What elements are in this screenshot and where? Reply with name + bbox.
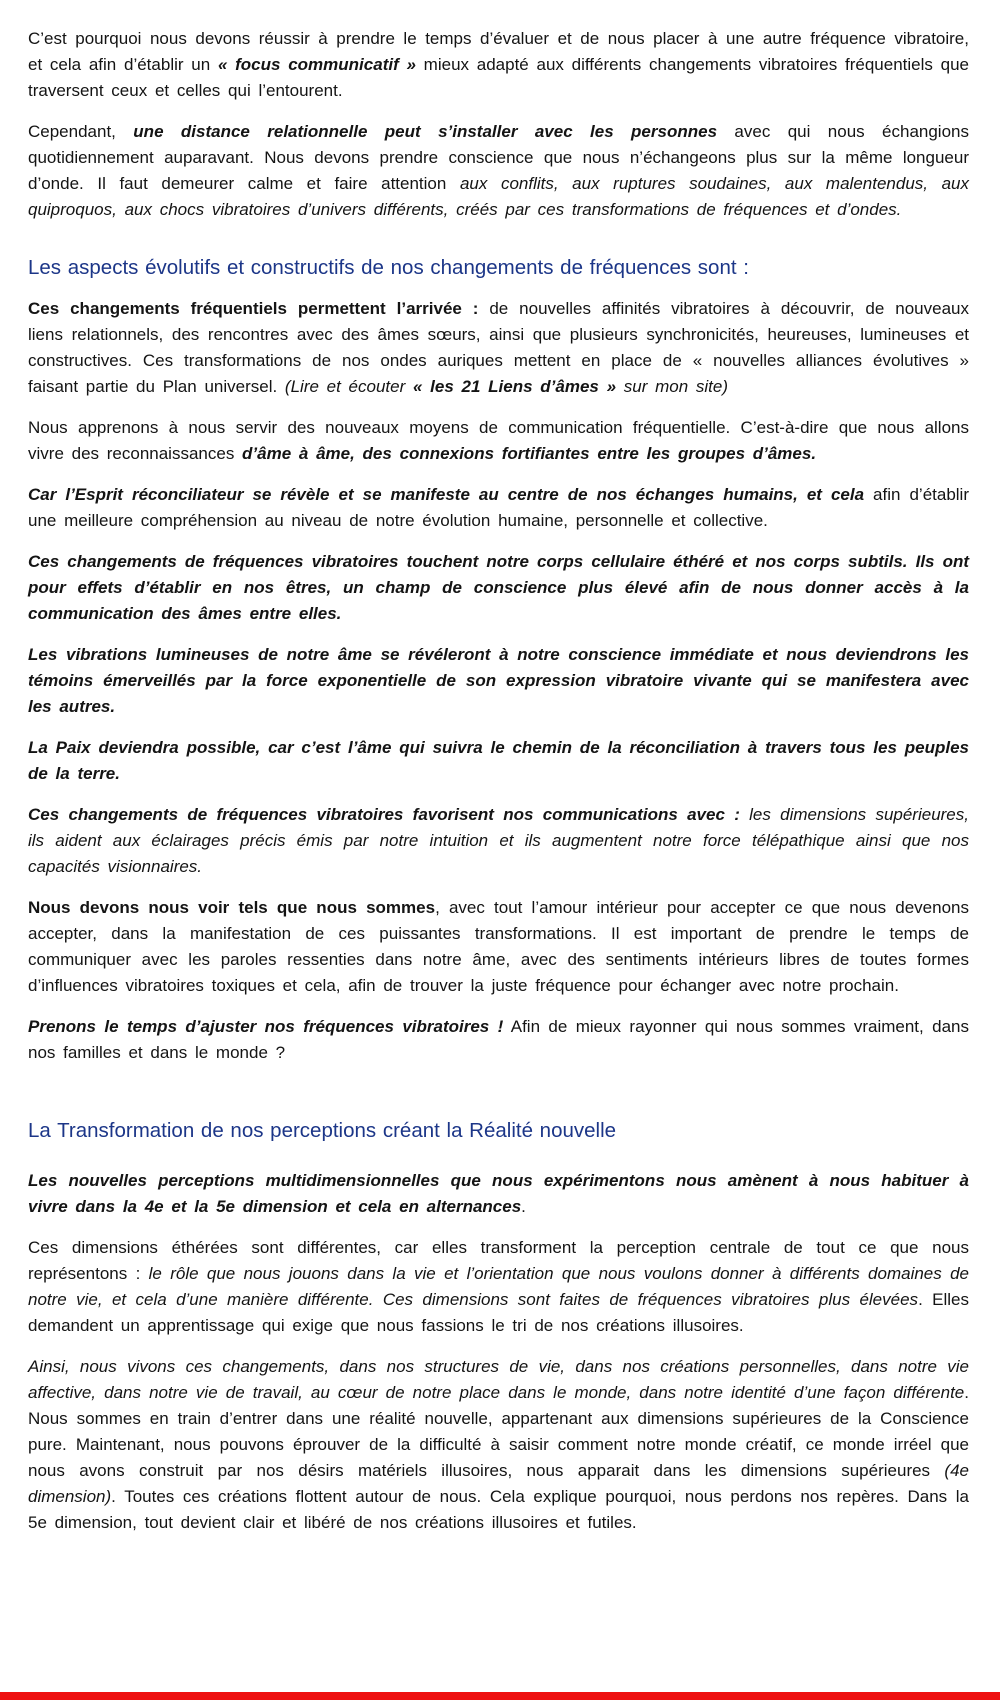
text-run: La Transformation de nos perceptions créant la Réalité nouvelle [28, 1119, 617, 1142]
text-run: Nous apprenons à nous servir des nouveaux moyens de communication fréquentielle. C’est-à-dire que nous allons vivre des reconnaissances [28, 418, 969, 463]
text-run: C’est pourquoi nous devons réussir à prendre le temps d’évaluer et de nous placer à une autre fréquence vibratoire, et cela afin d’établir un [28, 29, 969, 74]
text-run: . Toutes ces créations flottent autour de nous. Cela explique pourquoi, nous perdons nos repères. Dans la 5e dimension, tout devient clair et libéré de nos créations illusoires et futiles. [28, 1487, 969, 1532]
paragraph [28, 642, 969, 720]
paragraph [28, 26, 969, 104]
text-run: de nouvelles affinités vibratoires à découvrir, de nouveaux liens relationnels, des rencontres avec des âmes sœurs, ainsi que plusieurs synchronicités, heureuses, lumineuses et constructives. Ces transformations de nos ondes auriques mettent en place de « nouvelles alliances évolutives » faisant partie du Plan universel. [28, 299, 969, 396]
text-run: (Lire et écouter [284, 377, 413, 396]
paragraph [28, 895, 969, 999]
text-run: « les 21 Liens d’âmes » [412, 377, 617, 396]
text-run: Ces changements fréquentiels permettent l’arrivée : [28, 299, 479, 318]
text-run: sur mon site) [616, 377, 729, 396]
text-run: d’âme à âme, des connexions fortifiantes entre les groupes d’âmes. [242, 444, 817, 463]
text-run: avec qui nous échangions quotidiennement auparavant. Nous devons prendre conscience que nous n’échangeons plus sur la même longueur d’onde. Il faut demeurer calme et faire attention [28, 122, 969, 193]
paragraph [28, 1168, 969, 1220]
paragraph [28, 1354, 969, 1536]
paragraph [28, 482, 969, 534]
text-run: le rôle que nous jouons dans la vie et l’orientation que nous voulons donner à différents domaines de notre vie, et cela d’une manière différente. Ces dimensions sont faites de fréquences vibratoires plus élevées [28, 1264, 969, 1309]
paragraph [28, 1235, 969, 1339]
text-run: Les nouvelles perceptions multidimensionnelles que nous expérimentons nous amènent à nous habituer à vivre dans la 4e et la 5e dimension et cela en alternances [28, 1171, 969, 1216]
text-run: aux conflits, aux ruptures soudaines, aux malentendus, aux quiproquos, aux chocs vibratoires d’univers différents, créés par ces transformations de fréquences et d’ondes. [28, 174, 970, 219]
paragraph [28, 1014, 969, 1066]
paragraph [28, 296, 969, 400]
text-run: afin d’établir une meilleure compréhension au niveau de notre évolution humaine, personnelle et collective. [28, 485, 969, 530]
text-run: Ces changements de fréquences vibratoires touchent notre corps cellulaire éthéré et nos corps subtils. Ils ont pour effets d’établir en nos êtres, un champ de conscience plus élevé afin de nous donner accès à la communication des âmes entre elles. [28, 552, 969, 623]
text-run: les dimensions supérieures, ils aident aux éclairages précis émis par notre intuition et ils augmentent notre force télépathique ainsi que nos capacités visionnaires. [28, 805, 969, 876]
paragraph [28, 735, 969, 787]
red-divider-bar [0, 1692, 1000, 1700]
text-run: . Nous sommes en train d’entrer dans une réalité nouvelle, appartenant aux dimensions supérieures de la Conscience pure. Maintenant, nous pouvons éprouver de la difficulté à saisir comment notre monde créatif, ce monde irréel que nous avons construit par nos désirs matériels illusoires, nous apparait dans les dimensions supérieures [28, 1383, 969, 1480]
paragraph [28, 415, 969, 467]
text-run: mieux adapté aux différents changements vibratoires fréquentiels que traversent ceux et celles qui l’entourent. [28, 55, 969, 100]
section-heading [28, 255, 969, 281]
text-run: , avec tout l’amour intérieur pour accepter ce que nous devenons accepter, dans la manifestation de ces puissantes transformations. Il est important de prendre le temps de communiquer avec les paroles ressenties dans notre âme, avec des sentiments intérieurs libres de toutes formes d’influences vibratoires toxiques et cela, afin de trouver la juste fréquence pour échanger avec notre prochain. [28, 898, 969, 995]
text-run: Les aspects évolutifs et constructifs de nos changements de fréquences sont : [28, 256, 749, 279]
text-run: Nous devons nous voir tels que nous sommes [28, 898, 436, 917]
text-run: Afin de mieux rayonner qui nous sommes vraiment, dans nos familles et dans le monde ? [28, 1017, 969, 1062]
text-run: (4e dimension) [28, 1461, 969, 1506]
text-run: une distance relationnelle peut s’installer avec les personnes [133, 122, 718, 141]
text-run: Cependant, [28, 122, 134, 141]
text-run: Prenons le temps d’ajuster nos fréquences vibratoires ! [28, 1017, 504, 1036]
paragraph [28, 802, 969, 880]
paragraph [28, 119, 969, 223]
paragraph [28, 549, 969, 627]
text-run: . [521, 1197, 526, 1216]
text-run: Ces dimensions éthérées sont différentes, car elles transforment la perception centrale de tout ce que nous représentons : [28, 1238, 969, 1283]
text-run: Car l’Esprit réconciliateur se révèle et se manifeste au centre de nos échanges humains, et cela [28, 485, 865, 504]
text-run: La Paix deviendra possible, car c’est l’âme qui suivra le chemin de la réconciliation à travers tous les peuples de la terre. [28, 738, 969, 783]
text-run: . Elles demandent un apprentissage qui exige que nous fassions le tri de nos créations illusoires. [28, 1290, 970, 1335]
section-heading [28, 1118, 969, 1144]
text-run: Ces changements de fréquences vibratoires favorisent nos communications avec : [28, 805, 740, 824]
text-run: Ainsi, nous vivons ces changements, dans nos structures de vie, dans nos créations personnelles, dans notre vie affective, dans notre vie de travail, au cœur de notre place dans le monde, dans notre identité d’une façon différente [28, 1357, 969, 1402]
text-run: « focus communicatif » [217, 55, 416, 74]
text-run: Les vibrations lumineuses de notre âme se révéleront à notre conscience immédiate et nous deviendrons les témoins émerveillés par la force exponentielle de son expression vibratoire vivante qui se manifestera avec les autres. [28, 645, 969, 716]
